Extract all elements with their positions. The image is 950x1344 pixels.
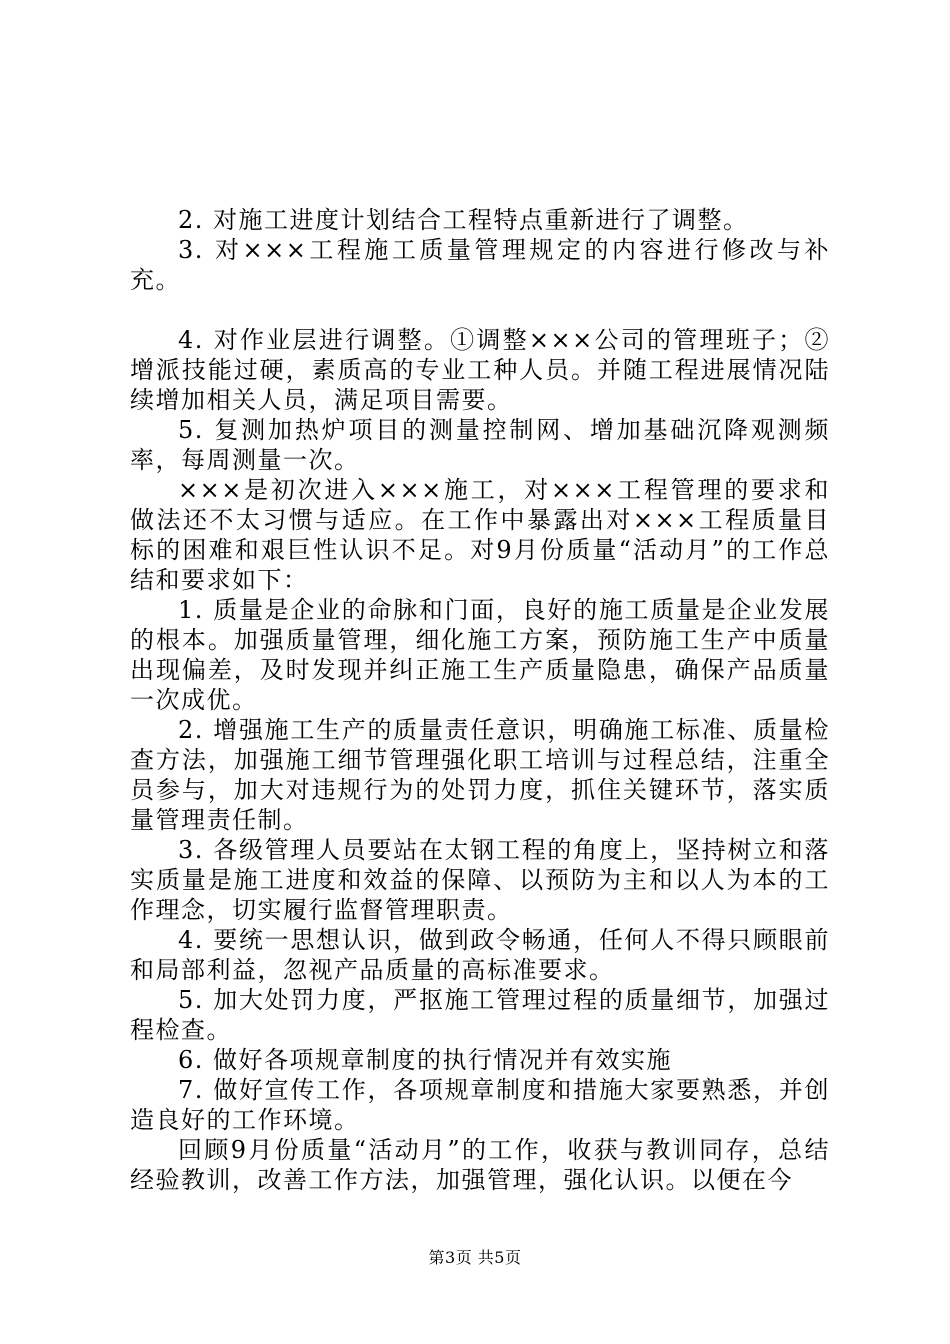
paragraph: 4. 要统一思想认识，做到政令畅通，任何人不得只顾眼前和局部利益，忽视产品质量的高标准要求。 [130,926,830,984]
paragraph: 回顾9月份质量“活动月”的工作，收获与教训同存，总结经验教训，改善工作方法，加强管理，强化认识。以便在今 [130,1136,830,1194]
paragraph: 3. 各级管理人员要站在太钢工程的角度上，坚持树立和落实质量是施工进度和效益的保障、以预防为主和以人为本的工作理念，切实履行监督管理职责。 [130,836,830,924]
paragraph: 4. 对作业层进行调整。①调整×××公司的管理班子；②增派技能过硬，素质高的专业工种人员。并随工程进展情况陆续增加相关人员，满足项目需要。 [130,326,830,414]
page-number-footer: 第3页 共5页 [428,1248,522,1267]
paragraph: 2. 增强施工生产的质量责任意识，明确施工标准、质量检查方法，加强施工细节管理强化职工培训与过程总结，注重全员参与，加大对违规行为的处罚力度，抓住关键环节，落实质量管理责任制。 [130,716,830,834]
paragraph: ×××是初次进入×××施工，对×××工程管理的要求和做法还不太习惯与适应。在工作中暴露出对×××工程质量目标的困难和艰巨性认识不足。对9月份质量“活动月”的工作总结和要求如下： [130,476,830,594]
paragraph: 3. 对×××工程施工质量管理规定的内容进行修改与补充。 [130,236,830,294]
paragraph: 1. 质量是企业的命脉和门面，良好的施工质量是企业发展的根本。加强质量管理，细化施工方案，预防施工生产中质量出现偏差，及时发现并纠正施工生产质量隐患，确保产品质量一次成优。 [130,596,830,714]
paragraph: 6. 做好各项规章制度的执行情况并有效实施 [178,1046,673,1074]
paragraph: 5. 复测加热炉项目的测量控制网、增加基础沉降观测频率，每周测量一次。 [130,416,830,474]
paragraph: 5. 加大处罚力度，严抠施工管理过程的质量细节，加强过程检查。 [130,986,830,1044]
paragraph: 2. 对施工进度计划结合工程特点重新进行了调整。 [178,206,749,234]
document-body [130,205,830,1195]
paragraph: 7. 做好宣传工作，各项规章制度和措施大家要熟悉，并创造良好的工作环境。 [130,1076,830,1134]
